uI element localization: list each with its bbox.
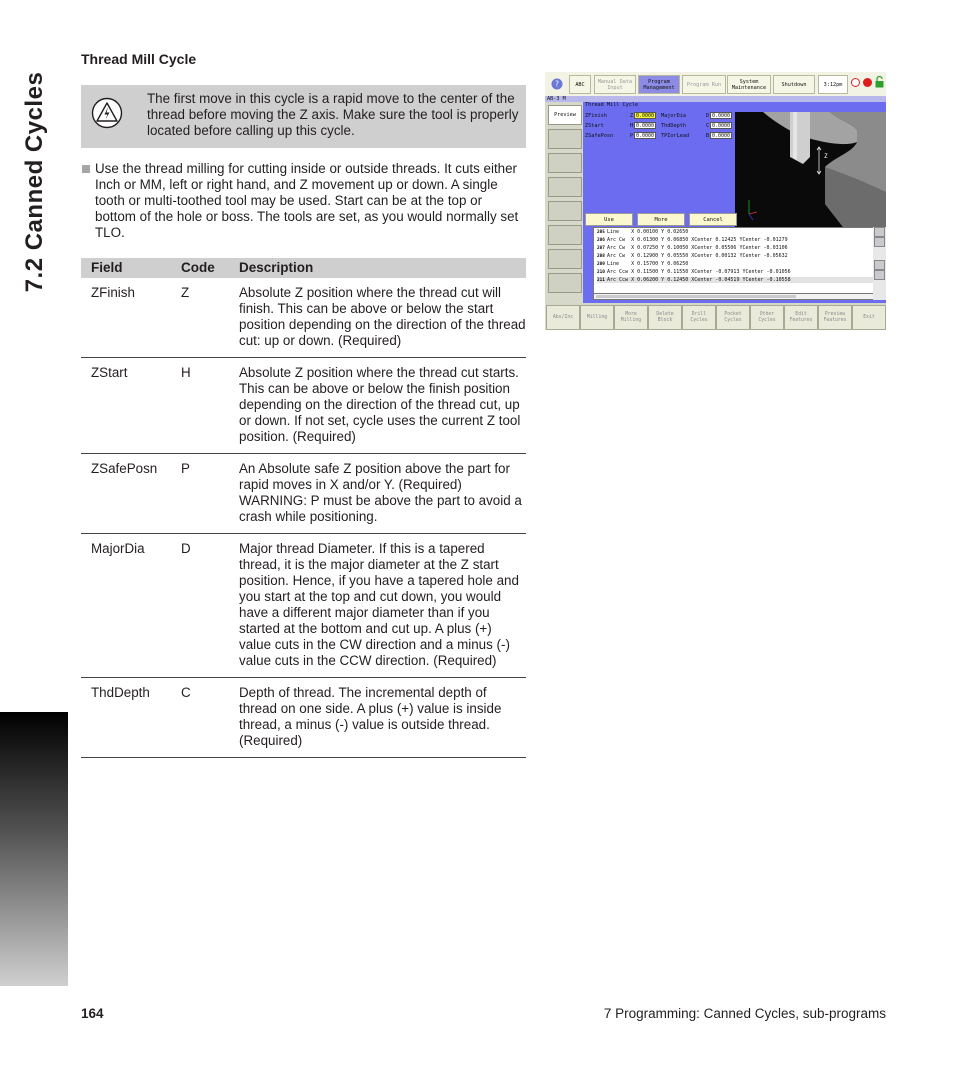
shutdown-button[interactable]: Shutdown — [773, 75, 815, 94]
field-code-h: H — [630, 123, 634, 129]
edit-tab[interactable] — [548, 273, 582, 293]
3d-preview-view[interactable] — [735, 112, 886, 227]
softkey-exit[interactable]: Exit — [852, 305, 886, 330]
bottom-softkey-bar — [545, 303, 886, 330]
program-line-selected: 211 Arc Ccw X 0.06200 Y 0.12450 XCenter -0.04519 YCenter -0.10558 — [597, 277, 878, 283]
left-tab-column — [545, 102, 583, 303]
cnc-screenshot — [545, 72, 886, 330]
field-label-zfinish: ZFinish — [585, 113, 607, 119]
cell-code: D — [171, 534, 229, 678]
program-line: 209 Line X 0.15700 Y 0.06250 — [597, 261, 689, 267]
z-axis-label: Z — [824, 153, 828, 160]
svg-text:?: ? — [554, 79, 559, 89]
scroll-down-icon[interactable] — [874, 260, 885, 270]
softkey-abs-inc[interactable]: Abs/Inc — [546, 305, 580, 330]
zstart-input[interactable]: 0.0000 — [635, 123, 654, 129]
clock-display: 3:12pm — [818, 75, 848, 94]
chapter-footer: 7 Programming: Canned Cycles, sub-programs — [603, 1006, 886, 1021]
scroll-up-icon[interactable] — [874, 237, 885, 247]
warning-text: The first move in this cycle is a rapid move to the center of the thread before moving the Z axis. Make sure the tool is properly located before calling up this cycle. — [147, 91, 519, 138]
side-gradient-bar — [0, 712, 68, 986]
table-row — [81, 534, 526, 678]
stop-icon[interactable] — [863, 78, 872, 87]
more-button[interactable]: More — [637, 213, 685, 226]
abc-button[interactable]: ABC — [569, 75, 591, 94]
softkey-other-cycles[interactable]: Other Cycles — [750, 305, 784, 330]
program-line: 207 Arc Cw X 0.07250 Y 0.10050 XCenter 0.05506 YCenter -0.03106 — [597, 245, 788, 251]
program-run-button[interactable]: Program Run — [682, 75, 726, 94]
status-text: AB-3 M — [547, 96, 566, 102]
table-row — [81, 358, 526, 454]
program-line: 208 Arc Cw X 0.12900 Y 0.05550 XCenter 0.00132 YCenter -0.05632 — [597, 253, 788, 259]
table-header-row — [81, 258, 526, 278]
program-listing[interactable] — [593, 227, 882, 294]
form-title: Thread Mill Cycle — [585, 102, 639, 108]
scroll-bottom-icon[interactable] — [874, 270, 885, 280]
softkey-more-milling[interactable]: More Milling — [614, 305, 648, 330]
softkey-pocket-cycles[interactable]: Pocket Cycles — [716, 305, 750, 330]
field-label-thddepth: ThdDepth — [661, 123, 686, 129]
majordia-input[interactable]: 0.0000 — [711, 113, 730, 119]
program-line: 206 Arc Cw X 0.01300 Y 0.06850 XCenter 0.12425 YCenter -0.01279 — [597, 237, 788, 243]
thddepth-input[interactable]: 0.0000 — [711, 123, 730, 129]
softkey-edit-features[interactable]: Edit Features — [784, 305, 818, 330]
zfinish-input[interactable]: 0.0000 — [635, 113, 654, 119]
field-label-zstart: ZStart — [585, 123, 604, 129]
cell-code: C — [171, 678, 229, 758]
preview-tab[interactable]: Preview — [548, 105, 582, 125]
field-table — [81, 258, 526, 758]
table-row — [81, 678, 526, 758]
system-maintenance-button[interactable]: System Maintenance — [727, 75, 771, 94]
section-title: Thread Mill Cycle — [81, 51, 197, 67]
program-management-button[interactable]: Program Management — [638, 75, 680, 94]
thread-mill-preview-graphic — [735, 112, 886, 227]
field-code-d: D — [706, 113, 710, 119]
field-label-tpiorlead: TPIorLead — [661, 133, 690, 139]
field-label-majordia: MajorDia — [661, 113, 686, 119]
scroll-thumb[interactable] — [596, 295, 796, 298]
tpiorlead-input[interactable]: 0.0000 — [711, 133, 730, 139]
diamond-tab-1[interactable] — [548, 225, 582, 245]
warning-box — [81, 85, 526, 148]
scroll-top-icon[interactable] — [874, 227, 885, 237]
field-code-c: C — [706, 123, 710, 129]
layer-tab[interactable] — [548, 177, 582, 197]
field-label-zsafeposn: ZSafePosn — [585, 133, 614, 139]
softkey-delete-block[interactable]: Delete Block — [648, 305, 682, 330]
cell-field: ZFinish — [81, 278, 171, 358]
help-icon — [551, 78, 563, 90]
help-button[interactable] — [549, 75, 564, 92]
cancel-button[interactable]: Cancel — [689, 213, 737, 226]
diamond-tab-2[interactable] — [548, 249, 582, 269]
bullet-text: Use the thread milling for cutting inside or outside threads. It cuts either Inch or MM, left or right hand, and Z movement up or down. A single tooth or multi-toothed tool may be used. Start can be at the top or bottom of the hole or boss. The tools are set, as you would normally set TLO. — [95, 161, 519, 240]
cell-code: P — [171, 454, 229, 534]
table-row — [81, 278, 526, 358]
header-description: Description — [229, 258, 526, 278]
zsafeposn-input[interactable]: 0.0000 — [635, 133, 654, 139]
cell-code: Z — [171, 278, 229, 358]
page-number: 164 — [81, 1006, 104, 1021]
lightning-warning-icon — [91, 97, 123, 129]
cell-description: An Absolute safe Z position above the part for rapid moves in X and/or Y. (Required) WARNING: P must be above the part to avoid a crash while positioning. — [229, 454, 526, 534]
use-button[interactable]: Use — [585, 213, 633, 226]
cell-description: Depth of thread. The incremental depth of thread on one side. A plus (+) value is inside thread, a minus (-) value is outside thread. (Required) — [229, 678, 526, 758]
top-toolbar — [545, 72, 886, 96]
cell-field: ThdDepth — [81, 678, 171, 758]
tool-tab[interactable] — [548, 129, 582, 149]
field-code-z: Z — [630, 113, 634, 119]
horizontal-scrollbar[interactable] — [593, 293, 880, 300]
unlock-icon[interactable] — [875, 76, 884, 88]
header-code: Code — [171, 258, 229, 278]
keyboard-tab[interactable] — [548, 201, 582, 221]
cell-field: ZStart — [81, 358, 171, 454]
pattern-tab[interactable] — [548, 153, 582, 173]
side-chapter-tab: 7.2 Canned Cycles — [21, 71, 48, 293]
softkey-drill-cycles[interactable]: Drill Cycles — [682, 305, 716, 330]
cell-description: Major thread Diameter. If this is a tapered thread, it is the major diameter at the Z start position. Hence, if you have a tapered hole and you start at the top and cut down, you would have a different major diameter than if you started at the bottom and cut up. A plus (+) value cuts in the CW direction and a minus (-) value cuts in the CCW direction. (Required) — [229, 534, 526, 678]
cell-field: ZSafePosn — [81, 454, 171, 534]
alarm-icon — [851, 78, 860, 87]
program-line: 210 Arc Ccw X 0.11500 Y 0.11550 XCenter -0.07913 YCenter -0.01056 — [597, 269, 791, 275]
field-code-p: P — [630, 133, 634, 139]
field-code-b: B — [706, 133, 710, 139]
cell-code: H — [171, 358, 229, 454]
program-line: 205 Line X 0.00100 Y 0.02650 — [597, 229, 689, 235]
cell-description: Absolute Z position where the thread cut will finish. This can be above or below the start position depending on the direction of the thread cut: up or down. (Required) — [229, 278, 526, 358]
bullet-paragraph — [81, 161, 526, 241]
vertical-scrollbar[interactable] — [873, 227, 886, 300]
manual-data-input-button[interactable]: Manual Data Input — [594, 75, 636, 94]
table-row — [81, 454, 526, 534]
cell-field: MajorDia — [81, 534, 171, 678]
bullet-square-icon — [82, 165, 90, 173]
header-field: Field — [81, 258, 171, 278]
softkey-milling[interactable]: Milling — [580, 305, 614, 330]
softkey-preview-features[interactable]: Preview Features — [818, 305, 852, 330]
cell-description: Absolute Z position where the thread cut starts. This can be above or below the finish position depending on the direction of the thread cut, up or down. If not set, cycle uses the current Z tool position. (Required) — [229, 358, 526, 454]
